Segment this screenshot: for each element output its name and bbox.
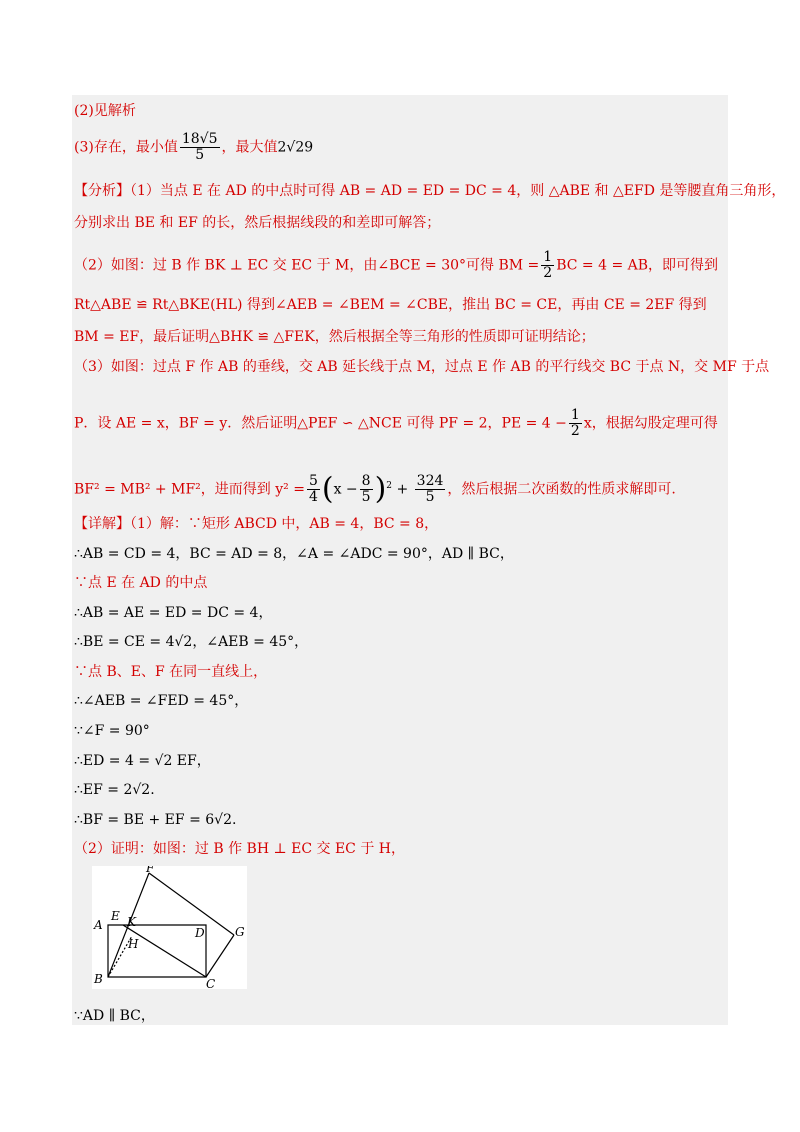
detail-line-0: 【详解】（1）解：∵矩形 ABCD 中，AB = 4，BC = 8， bbox=[74, 516, 439, 532]
detail-line-7: ∵∠F = 90° bbox=[74, 723, 150, 739]
detail-line-2: ∵点 E 在 AD 的中点 bbox=[74, 575, 208, 591]
label-k: K bbox=[127, 915, 136, 929]
label-a: A bbox=[94, 918, 103, 932]
analysis-line-4: Rt△ABE ≌ Rt△BKE(HL) 得到∠AEB = ∠BEM = ∠CBE，推出 BC = CE，再由 CE = 2EF 得到 bbox=[74, 297, 707, 313]
analysis-line-7: P．设 AE = x，BF = y．然后证明△PEF ∽ △NCE 可得 PF = 2，PE = 4 − $\frac{1}{2}$ x，根据勾股定理可得 bbox=[74, 407, 718, 439]
detail-line-3: ∴AB = AE = ED = DC = 4， bbox=[74, 605, 273, 621]
analysis-tag: 【分析】 bbox=[74, 183, 130, 199]
detail-line-5: ∵点 B、E、F 在同一直线上， bbox=[74, 664, 268, 680]
detail-line-10: ∴BF = BE + EF = 6√2. bbox=[74, 812, 237, 828]
answer-3: (3)存在，最小值 $\frac{18√5}{5}$ ，最大值2√29 bbox=[74, 131, 314, 163]
analysis-line-1: 【分析】（1）当点 E 在 AD 的中点时可得 AB = AD = ED = DC = 4，则 △ABE 和 △EFD 是等腰直角三角形， bbox=[74, 183, 786, 199]
segment-gc bbox=[206, 935, 234, 977]
detail-line-12: ∵AD ∥ BC， bbox=[74, 1008, 155, 1024]
answer-2: (2)见解析 bbox=[74, 103, 136, 119]
label-d: D bbox=[195, 926, 205, 940]
geometry-figure bbox=[92, 866, 247, 989]
detail-line-9: ∴EF = 2√2. bbox=[74, 782, 155, 798]
analysis-line-6: （3）如图：过点 F 作 AB 的垂线，交 AB 延长线于点 M，过点 E 作 AB 的平行线交 BC 于点 N，交 MF 于点 bbox=[74, 359, 770, 375]
analysis-line-2: 分别求出 BE 和 EF 的长，然后根据线段的和差即可解答； bbox=[74, 215, 441, 231]
detail-line-11: （2）证明：如图：过 B 作 BH ⊥ EC 交 EC 于 H， bbox=[74, 841, 405, 857]
label-e: E bbox=[111, 909, 120, 923]
geometry-diagram bbox=[92, 866, 247, 989]
analysis-line-5: BM = EF，最后证明△BHK ≌ △FEK，然后根据全等三角形的性质即可证明结论； bbox=[74, 329, 595, 345]
label-b: B bbox=[94, 972, 103, 986]
label-c: C bbox=[206, 977, 216, 989]
label-g: G bbox=[235, 925, 245, 939]
segment-ec bbox=[123, 925, 206, 977]
detail-line-4: ∴BE = CE = 4√2，∠AEB = 45°， bbox=[74, 634, 309, 650]
label-f: F bbox=[146, 866, 155, 875]
detail-line-6: ∴∠AEB = ∠FED = 45°， bbox=[74, 693, 249, 709]
label-h: H bbox=[128, 937, 139, 951]
detail-tag: 【详解】 bbox=[74, 516, 130, 532]
min-value-fraction: $\frac{18√5}{5}$ bbox=[181, 131, 218, 163]
segment-fg bbox=[149, 873, 234, 935]
detail-line-8: ∴ED = 4 = √2 EF， bbox=[74, 753, 211, 769]
analysis-line-8: BF² = MB² + MF²，进而得到 y² = $\frac{5}{4}$ (x − $\frac{8}{5}$ )$^2$ + $\frac{324}{5}$ ，然后根据二次函数的性质求解即可. bbox=[74, 471, 676, 507]
detail-line-1: ∴AB = CD = 4，BC = AD = 8，∠A = ∠ADC = 90°，AD ∥ BC， bbox=[74, 546, 514, 562]
analysis-line-3: （2）如图：过 B 作 BK ⊥ EC 交 EC 于 M，由∠BCE = 30°可得 BM = $\frac{1}{2}$ BC = 4 = AB，即可得到 bbox=[74, 249, 719, 281]
